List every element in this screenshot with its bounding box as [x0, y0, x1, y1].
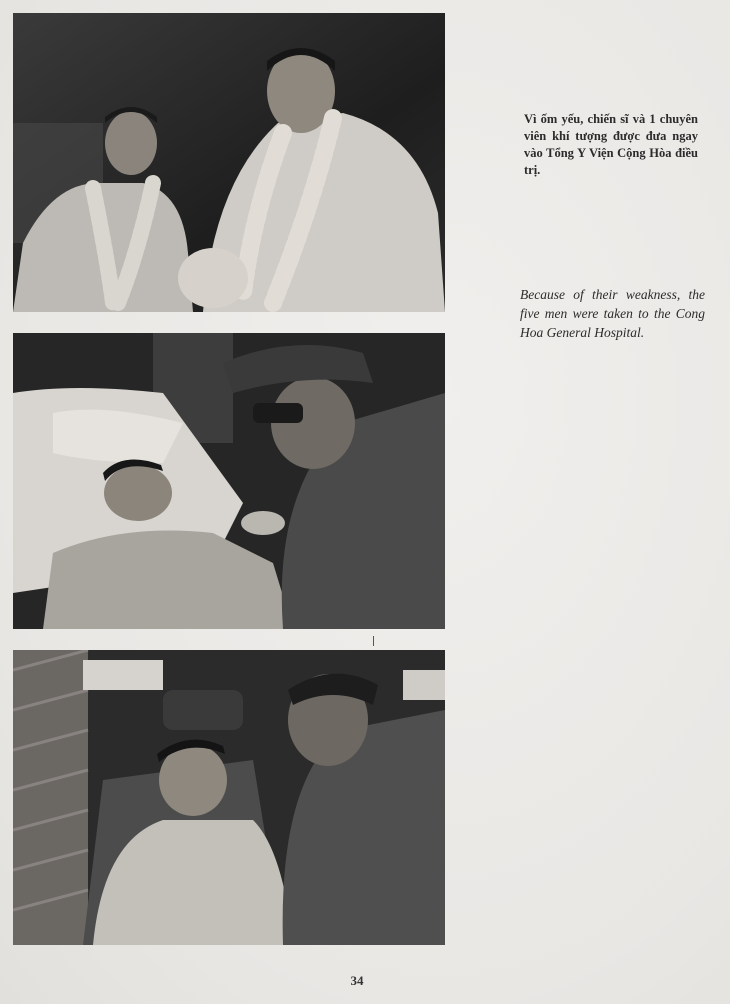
caption-vietnamese: Vì ốm yếu, chiến sĩ và 1 chuyên viên khí tượng được đưa ngay vào Tổng Y Viện Cộng Hòa điều trị. — [524, 112, 698, 177]
photo-patient-stretcher — [13, 650, 445, 945]
caption-english: Because of their weakness, the five men were taken to the Cong Hoa General Hospital. — [520, 287, 705, 340]
photo-patient-stretcher-image — [13, 650, 445, 945]
photo-garlanded-men-image — [13, 13, 445, 312]
photo-garlanded-men — [13, 13, 445, 312]
page-mark — [373, 636, 374, 646]
photo-patient-examined-image — [13, 333, 445, 629]
photo-patient-examined — [13, 333, 445, 629]
page-number: 34 — [350, 973, 364, 988]
